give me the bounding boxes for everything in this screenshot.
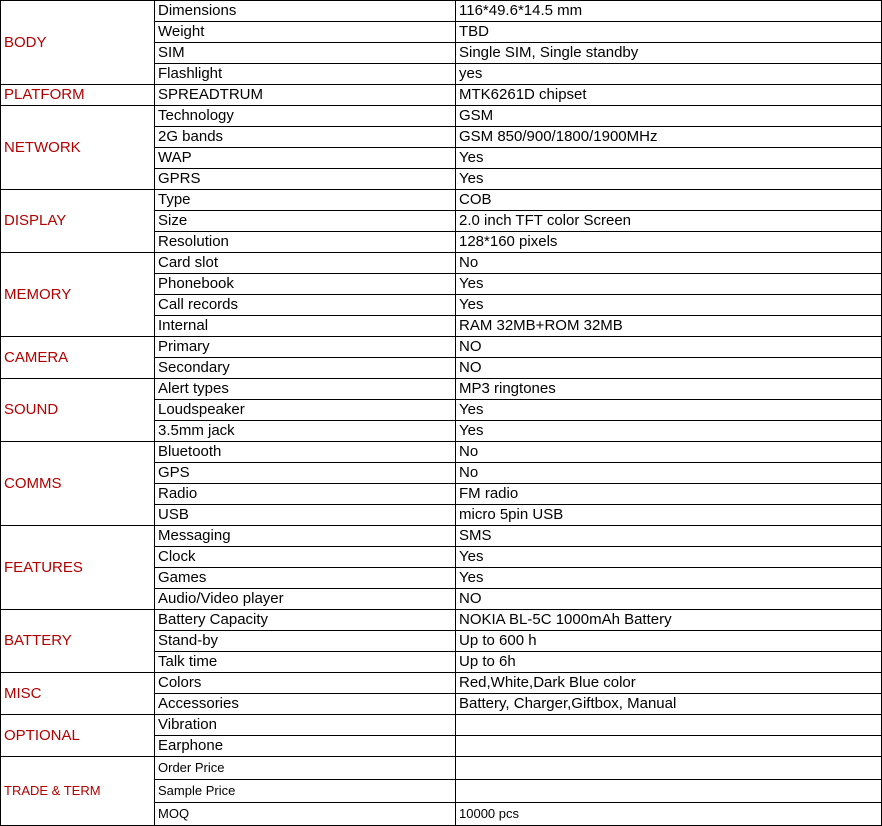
- category-cell: TRADE & TERM: [1, 757, 155, 826]
- spec-key-cell: 3.5mm jack: [155, 421, 456, 442]
- spec-key-cell: Sample Price: [155, 780, 456, 803]
- spec-key-cell: SIM: [155, 43, 456, 64]
- category-cell: SOUND: [1, 379, 155, 442]
- spec-key-cell: Internal: [155, 316, 456, 337]
- spec-row: [1, 106, 882, 127]
- spec-value-cell: No: [456, 253, 882, 274]
- spec-row: [1, 715, 882, 736]
- spec-key-cell: Size: [155, 211, 456, 232]
- spec-key-cell: Clock: [155, 547, 456, 568]
- category-cell: DISPLAY: [1, 190, 155, 253]
- spec-value-cell: MP3 ringtones: [456, 379, 882, 400]
- spec-key-cell: Alert types: [155, 379, 456, 400]
- spec-row: [1, 1, 882, 22]
- spec-key-cell: Secondary: [155, 358, 456, 379]
- spec-key-cell: Audio/Video player: [155, 589, 456, 610]
- spec-value-cell: Yes: [456, 295, 882, 316]
- spec-key-cell: Radio: [155, 484, 456, 505]
- spec-value-cell: Battery, Charger,Giftbox, Manual: [456, 694, 882, 715]
- spec-value-cell: Yes: [456, 274, 882, 295]
- spec-value-cell: NO: [456, 358, 882, 379]
- spec-table-body: [1, 1, 882, 826]
- spec-value-cell: NO: [456, 589, 882, 610]
- spec-row: [1, 757, 882, 780]
- spec-key-cell: MOQ: [155, 803, 456, 826]
- category-cell: FEATURES: [1, 526, 155, 610]
- spec-value-cell: 2.0 inch TFT color Screen: [456, 211, 882, 232]
- spec-value-cell: RAM 32MB+ROM 32MB: [456, 316, 882, 337]
- spec-value-cell: GSM 850/900/1800/1900MHz: [456, 127, 882, 148]
- spec-value-cell: FM radio: [456, 484, 882, 505]
- spec-key-cell: Colors: [155, 673, 456, 694]
- spec-key-cell: Order Price: [155, 757, 456, 780]
- spec-value-cell: 116*49.6*14.5 mm: [456, 1, 882, 22]
- spec-value-cell: [456, 736, 882, 757]
- spec-value-cell: SMS: [456, 526, 882, 547]
- spec-key-cell: Stand-by: [155, 631, 456, 652]
- spec-value-cell: NO: [456, 337, 882, 358]
- spec-value-cell: 128*160 pixels: [456, 232, 882, 253]
- spec-row: [1, 379, 882, 400]
- category-cell: BATTERY: [1, 610, 155, 673]
- spec-key-cell: GPS: [155, 463, 456, 484]
- spec-value-cell: COB: [456, 190, 882, 211]
- spec-row: [1, 442, 882, 463]
- spec-key-cell: Dimensions: [155, 1, 456, 22]
- spec-key-cell: GPRS: [155, 169, 456, 190]
- spec-value-cell: Yes: [456, 568, 882, 589]
- category-cell: BODY: [1, 1, 155, 85]
- spec-row: [1, 190, 882, 211]
- spec-key-cell: Phonebook: [155, 274, 456, 295]
- category-cell: NETWORK: [1, 106, 155, 190]
- spec-value-cell: NOKIA BL-5C 1000mAh Battery: [456, 610, 882, 631]
- spec-value-cell: Up to 600 h: [456, 631, 882, 652]
- spec-value-cell: Yes: [456, 148, 882, 169]
- category-cell: COMMS: [1, 442, 155, 526]
- category-cell: OPTIONAL: [1, 715, 155, 757]
- spec-key-cell: Resolution: [155, 232, 456, 253]
- spec-key-cell: Accessories: [155, 694, 456, 715]
- spec-value-cell: yes: [456, 64, 882, 85]
- spec-value-cell: No: [456, 442, 882, 463]
- spec-row: [1, 85, 882, 106]
- spec-value-cell: MTK6261D chipset: [456, 85, 882, 106]
- spec-value-cell: GSM: [456, 106, 882, 127]
- category-cell: MISC: [1, 673, 155, 715]
- spec-key-cell: Earphone: [155, 736, 456, 757]
- category-cell: PLATFORM: [1, 85, 155, 106]
- spec-value-cell: [456, 757, 882, 780]
- spec-value-cell: No: [456, 463, 882, 484]
- spec-key-cell: 2G bands: [155, 127, 456, 148]
- spec-value-cell: [456, 780, 882, 803]
- spec-row: [1, 337, 882, 358]
- spec-value-cell: Yes: [456, 400, 882, 421]
- spec-row: [1, 673, 882, 694]
- spec-key-cell: Call records: [155, 295, 456, 316]
- spec-value-cell: micro 5pin USB: [456, 505, 882, 526]
- category-cell: CAMERA: [1, 337, 155, 379]
- spec-key-cell: Weight: [155, 22, 456, 43]
- spec-value-cell: Yes: [456, 169, 882, 190]
- spec-value-cell: Up to 6h: [456, 652, 882, 673]
- spec-value-cell: Yes: [456, 421, 882, 442]
- spec-value-cell: 10000 pcs: [456, 803, 882, 826]
- spec-key-cell: Loudspeaker: [155, 400, 456, 421]
- spec-row: [1, 610, 882, 631]
- spec-key-cell: Type: [155, 190, 456, 211]
- spec-key-cell: Technology: [155, 106, 456, 127]
- spec-value-cell: [456, 715, 882, 736]
- spec-key-cell: Battery Capacity: [155, 610, 456, 631]
- spec-key-cell: SPREADTRUM: [155, 85, 456, 106]
- spec-key-cell: Messaging: [155, 526, 456, 547]
- spec-key-cell: Games: [155, 568, 456, 589]
- spec-key-cell: Vibration: [155, 715, 456, 736]
- spec-key-cell: Card slot: [155, 253, 456, 274]
- spec-value-cell: Single SIM, Single standby: [456, 43, 882, 64]
- spec-row: [1, 253, 882, 274]
- spec-key-cell: WAP: [155, 148, 456, 169]
- spec-key-cell: Flashlight: [155, 64, 456, 85]
- spec-key-cell: Primary: [155, 337, 456, 358]
- spec-key-cell: USB: [155, 505, 456, 526]
- spec-value-cell: TBD: [456, 22, 882, 43]
- spec-value-cell: Yes: [456, 547, 882, 568]
- spec-value-cell: Red,White,Dark Blue color: [456, 673, 882, 694]
- spec-key-cell: Talk time: [155, 652, 456, 673]
- spec-key-cell: Bluetooth: [155, 442, 456, 463]
- category-cell: MEMORY: [1, 253, 155, 337]
- spec-row: [1, 526, 882, 547]
